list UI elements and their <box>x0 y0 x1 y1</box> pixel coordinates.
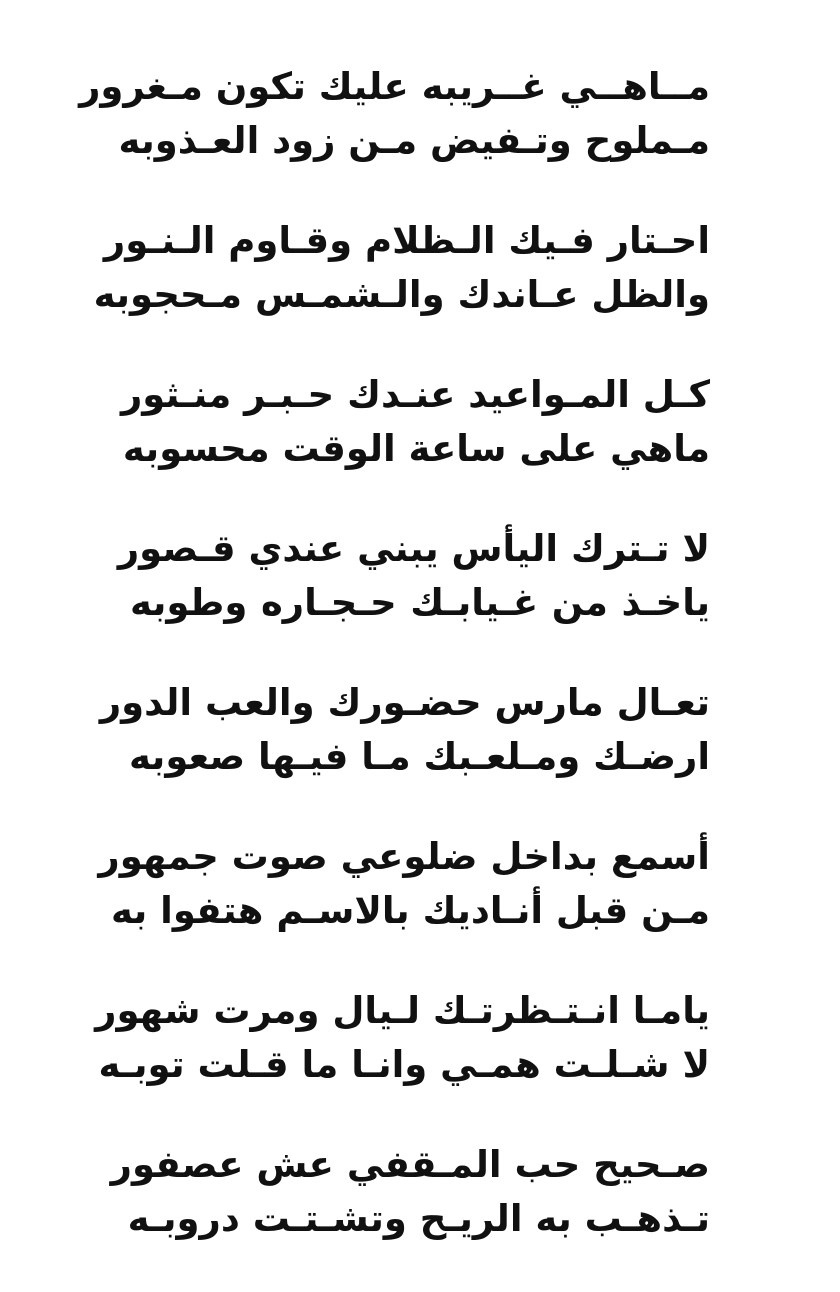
verse-line: مـن قبل أنـاديك بالاسـم هتفوا به <box>110 889 710 932</box>
stanza <box>95 984 710 1092</box>
stanza <box>120 368 710 476</box>
verse-line: ماهي على ساعة الوقت محسوبه <box>122 427 710 470</box>
verse-line: تعـال مارس حضـورك والعب الدور <box>99 681 710 724</box>
stanza <box>99 676 710 784</box>
verse-line: مـملوح وتـفيض مـن زود العـذوبه <box>118 119 710 162</box>
stanza <box>110 1138 710 1246</box>
verse-line: أسمع بداخل ضلوعي صوت جمهور <box>98 835 710 878</box>
verse-line: مــاهــي غــريبه عليك تكون مـغرور <box>79 65 710 108</box>
verse-line: ارضـك ومـلعـبك مـا فيـها صعوبه <box>128 735 710 778</box>
stanza <box>98 830 710 938</box>
stanza <box>93 214 710 322</box>
verse-line: كـل المـواعيد عنـدك حـبـر منـثور <box>120 373 710 416</box>
verse-line: لا تـترك اليأس يبني عندي قـصور <box>117 527 710 570</box>
stanza <box>117 522 710 630</box>
verse-line: لا شـلـت همـي وانـا ما قـلت توبـه <box>98 1043 710 1086</box>
verse-line: ياخـذ من غـيابـك حـجـاره وطوبه <box>130 581 710 624</box>
verse-line: يامـا انـتـظرتـك لـيال ومرت شهور <box>95 989 710 1032</box>
verse-line: صـحيح حب المـقفي عش عصفور <box>110 1143 710 1186</box>
verse-line: تـذهـب به الريـح وتشـتـت دروبـه <box>127 1197 710 1240</box>
poem <box>79 60 710 1292</box>
verse-line: احـتار فـيك الـظلام وقـاوم الـنـور <box>103 219 710 262</box>
stanza <box>79 60 710 168</box>
verse-line: والظل عـاندك والـشمـس مـحجوبه <box>93 273 710 316</box>
